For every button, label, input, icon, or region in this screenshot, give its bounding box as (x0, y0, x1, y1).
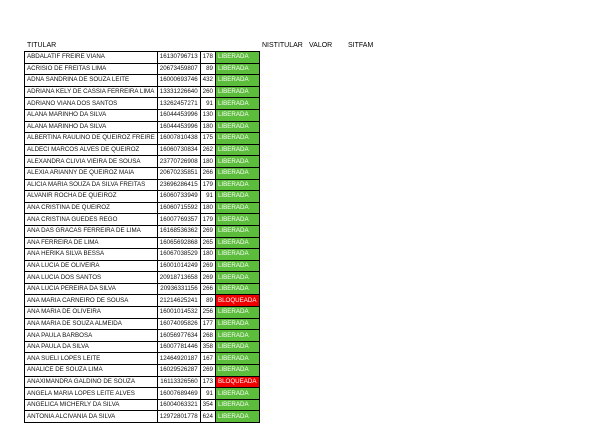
status-cell[interactable]: LIBERADA (215, 179, 259, 191)
name-cell[interactable]: ACRISIO DE FREITAS LIMA (25, 63, 158, 75)
nis-cell[interactable]: 16060730834 (157, 144, 200, 156)
beneficiary-table (24, 51, 260, 423)
valor-cell[interactable]: 624 (200, 411, 215, 423)
valor-cell[interactable]: 89 (200, 295, 215, 307)
status-cell[interactable]: LIBERADA (215, 249, 259, 261)
name-cell[interactable]: ANA MARIA DE OLIVEIRA (25, 307, 158, 319)
name-cell[interactable]: ANAXIMANDRA GALDINO DE SOUZA (25, 376, 158, 388)
valor-cell[interactable]: 180 (200, 121, 215, 133)
nis-cell[interactable]: 16044453996 (157, 109, 200, 121)
status-cell[interactable]: LIBERADA (215, 133, 259, 145)
table-row (25, 98, 260, 110)
table-row (25, 318, 260, 330)
status-cell[interactable]: LIBERADA (215, 318, 259, 330)
name-cell[interactable]: ANA FERREIRA DE LIMA (25, 237, 158, 249)
valor-cell[interactable]: 262 (200, 144, 215, 156)
nis-cell[interactable]: 16067038529 (157, 249, 200, 261)
table-row (25, 365, 260, 377)
status-cell[interactable]: LIBERADA (215, 86, 259, 98)
name-cell[interactable]: ANA MARIA CARNEIRO DE SOUSA (25, 295, 158, 307)
name-cell[interactable]: ANA MARIA DE SOUZA ALMEIDA (25, 318, 158, 330)
name-cell[interactable]: ALEXANDRA CLIVIA VIEIRA DE SOUSA (25, 156, 158, 168)
table-row (25, 133, 260, 145)
header-valor: VALOR (309, 42, 333, 49)
nis-cell[interactable]: 16044453996 (157, 121, 200, 133)
nis-cell[interactable]: 16007781446 (157, 341, 200, 353)
name-cell[interactable]: ANALICE DE SOUZA LIMA (25, 365, 158, 377)
name-cell[interactable]: ANA LUCIA DOS SANTOS (25, 272, 158, 284)
valor-cell[interactable]: 266 (200, 283, 215, 295)
valor-cell[interactable]: 268 (200, 330, 215, 342)
valor-cell[interactable]: 179 (200, 214, 215, 226)
table-row (25, 179, 260, 191)
name-cell[interactable]: ALICIA MARIA SOUZA DA SILVA FREITAS (25, 179, 158, 191)
name-cell[interactable]: ALVANIR ROCHA DE QUEIROZ (25, 191, 158, 203)
nis-cell[interactable]: 20918713658 (157, 272, 200, 284)
status-cell[interactable]: LIBERADA (215, 144, 259, 156)
nis-cell[interactable]: 21214625241 (157, 295, 200, 307)
status-cell[interactable]: LIBERADA (215, 399, 259, 411)
table-row (25, 341, 260, 353)
status-cell[interactable]: LIBERADA (215, 283, 259, 295)
name-cell[interactable]: ANGELICA MICHERLY DA SILVA (25, 399, 158, 411)
valor-cell[interactable]: 179 (200, 179, 215, 191)
table-row (25, 109, 260, 121)
nis-cell[interactable]: 16168536362 (157, 225, 200, 237)
status-cell[interactable]: LIBERADA (215, 75, 259, 87)
valor-cell[interactable]: 173 (200, 376, 215, 388)
nis-cell[interactable]: 16007810438 (157, 133, 200, 145)
status-cell[interactable]: LIBERADA (215, 121, 259, 133)
table-row (25, 399, 260, 411)
status-cell[interactable]: LIBERADA (215, 167, 259, 179)
valor-cell[interactable]: 269 (200, 365, 215, 377)
name-cell[interactable]: ANA PAULA DA SILVA (25, 341, 158, 353)
valor-cell[interactable]: 260 (200, 86, 215, 98)
valor-cell[interactable]: 91 (200, 98, 215, 110)
valor-cell[interactable]: 256 (200, 307, 215, 319)
name-cell[interactable]: ANA LUCIA DE OLIVEIRA (25, 260, 158, 272)
valor-cell[interactable]: 266 (200, 167, 215, 179)
status-cell[interactable]: LIBERADA (215, 353, 259, 365)
nis-cell[interactable]: 20670235851 (157, 167, 200, 179)
table-row (25, 260, 260, 272)
status-cell[interactable]: LIBERADA (215, 330, 259, 342)
valor-cell[interactable]: 175 (200, 133, 215, 145)
status-cell[interactable]: BLOQUEADA (215, 295, 259, 307)
status-cell[interactable]: LIBERADA (215, 341, 259, 353)
table-row (25, 144, 260, 156)
header-titular: TITULAR (27, 42, 57, 49)
table-row (25, 121, 260, 133)
status-cell[interactable]: LIBERADA (215, 365, 259, 377)
status-cell[interactable]: LIBERADA (215, 202, 259, 214)
valor-cell[interactable]: 89 (200, 63, 215, 75)
nis-cell[interactable]: 12464920187 (157, 353, 200, 365)
table-row (25, 272, 260, 284)
nis-cell[interactable]: 16130796713 (157, 52, 200, 64)
nis-cell[interactable]: 16060733949 (157, 191, 200, 203)
name-cell[interactable]: ALDECI MARCOS ALVES DE QUEIROZ (25, 144, 158, 156)
status-cell[interactable]: LIBERADA (215, 191, 259, 203)
valor-cell[interactable]: 178 (200, 52, 215, 64)
valor-cell[interactable]: 269 (200, 225, 215, 237)
valor-cell[interactable]: 269 (200, 260, 215, 272)
valor-cell[interactable]: 358 (200, 341, 215, 353)
name-cell[interactable]: ANA PAULA BARBOSA (25, 330, 158, 342)
name-cell[interactable]: ANA CRISTINA DE QUEIROZ (25, 202, 158, 214)
status-cell[interactable]: LIBERADA (215, 272, 259, 284)
name-cell[interactable]: ANTONIA ALCIVANIA DA SILVA (25, 411, 158, 423)
name-cell[interactable]: ADRIANA KELY DE CASSIA FERREIRA LIMA (25, 86, 158, 98)
nis-cell[interactable]: 16001014249 (157, 260, 200, 272)
nis-cell[interactable]: 16113326560 (157, 376, 200, 388)
name-cell[interactable]: ALANA MARINHO DA SILVA (25, 109, 158, 121)
nis-cell[interactable]: 16000693746 (157, 75, 200, 87)
valor-cell[interactable]: 177 (200, 318, 215, 330)
table-row (25, 295, 260, 307)
table-row (25, 330, 260, 342)
valor-cell[interactable]: 180 (200, 202, 215, 214)
name-cell[interactable]: ANA HERIKA SILVA BESSA (25, 249, 158, 261)
table-row (25, 411, 260, 423)
table-row (25, 225, 260, 237)
header-status: SITFAM (348, 42, 374, 49)
nis-cell[interactable]: 16065692868 (157, 237, 200, 249)
table-row (25, 249, 260, 261)
nis-cell[interactable]: 16074095826 (157, 318, 200, 330)
valor-cell[interactable]: 91 (200, 388, 215, 400)
status-cell[interactable]: LIBERADA (215, 237, 259, 249)
name-cell[interactable]: ANA SUELI LOPES LEITE (25, 353, 158, 365)
table-row (25, 156, 260, 168)
table-row (25, 52, 260, 64)
nis-cell[interactable]: 16007769357 (157, 214, 200, 226)
name-cell[interactable]: ALEXIA ARIANNY DE QUEIROZ MAIA (25, 167, 158, 179)
table-row (25, 191, 260, 203)
status-cell[interactable]: LIBERADA (215, 214, 259, 226)
nis-cell[interactable]: 16029526287 (157, 365, 200, 377)
nis-cell[interactable]: 12972801778 (157, 411, 200, 423)
name-cell[interactable]: ADRIANO VIANA DOS SANTOS (25, 98, 158, 110)
valor-cell[interactable]: 91 (200, 191, 215, 203)
valor-cell[interactable]: 432 (200, 75, 215, 87)
status-cell[interactable]: LIBERADA (215, 52, 259, 64)
status-cell[interactable]: LIBERADA (215, 307, 259, 319)
status-cell[interactable]: LIBERADA (215, 98, 259, 110)
nis-cell[interactable]: 16007689469 (157, 388, 200, 400)
valor-cell[interactable]: 265 (200, 237, 215, 249)
valor-cell[interactable]: 354 (200, 399, 215, 411)
table-row (25, 63, 260, 75)
valor-cell[interactable]: 180 (200, 249, 215, 261)
table-row (25, 283, 260, 295)
nis-cell[interactable]: 13331226640 (157, 86, 200, 98)
nis-cell[interactable]: 16004063321 (157, 399, 200, 411)
nis-cell[interactable]: 16056977634 (157, 330, 200, 342)
table-row (25, 237, 260, 249)
status-cell[interactable]: LIBERADA (215, 388, 259, 400)
name-cell[interactable]: ABDALATIF FREIRE VIANA (25, 52, 158, 64)
name-cell[interactable]: ANA LUCIA PEREIRA DA SILVA (25, 283, 158, 295)
status-cell[interactable]: LIBERADA (215, 109, 259, 121)
nis-cell[interactable]: 23696286415 (157, 179, 200, 191)
nis-cell[interactable]: 13262457271 (157, 98, 200, 110)
name-cell[interactable]: ALANA MARINHO DA SILVA (25, 121, 158, 133)
name-cell[interactable]: ANA DAS GRACAS FERREIRA DE LIMA (25, 225, 158, 237)
status-cell[interactable]: LIBERADA (215, 156, 259, 168)
valor-cell[interactable]: 130 (200, 109, 215, 121)
valor-cell[interactable]: 269 (200, 272, 215, 284)
table-row (25, 388, 260, 400)
header-nis: NISTITULAR (262, 42, 303, 49)
status-cell[interactable]: LIBERADA (215, 260, 259, 272)
status-cell[interactable]: LIBERADA (215, 411, 259, 423)
nis-cell[interactable]: 16060715592 (157, 202, 200, 214)
status-cell[interactable]: BLOQUEADA (215, 376, 259, 388)
table-row (25, 353, 260, 365)
status-cell[interactable]: LIBERADA (215, 225, 259, 237)
valor-cell[interactable]: 180 (200, 156, 215, 168)
nis-cell[interactable]: 16001014532 (157, 307, 200, 319)
status-cell[interactable]: LIBERADA (215, 63, 259, 75)
name-cell[interactable]: ANGELA MARIA LOPES LEITE ALVES (25, 388, 158, 400)
table-row (25, 75, 260, 87)
table-row (25, 202, 260, 214)
table-row (25, 86, 260, 98)
name-cell[interactable]: ANA CRISTINA GUEDES REGO (25, 214, 158, 226)
table-row (25, 307, 260, 319)
nis-cell[interactable]: 23770726908 (157, 156, 200, 168)
nis-cell[interactable]: 20673459807 (157, 63, 200, 75)
name-cell[interactable]: ALBERTINA RAULINO DE QUEIROZ FREIRE (25, 133, 158, 145)
name-cell[interactable]: ADNA SANDRINA DE SOUZA LEITE (25, 75, 158, 87)
nis-cell[interactable]: 20936331156 (157, 283, 200, 295)
table-row (25, 214, 260, 226)
table-row (25, 376, 260, 388)
valor-cell[interactable]: 167 (200, 353, 215, 365)
table-row (25, 167, 260, 179)
